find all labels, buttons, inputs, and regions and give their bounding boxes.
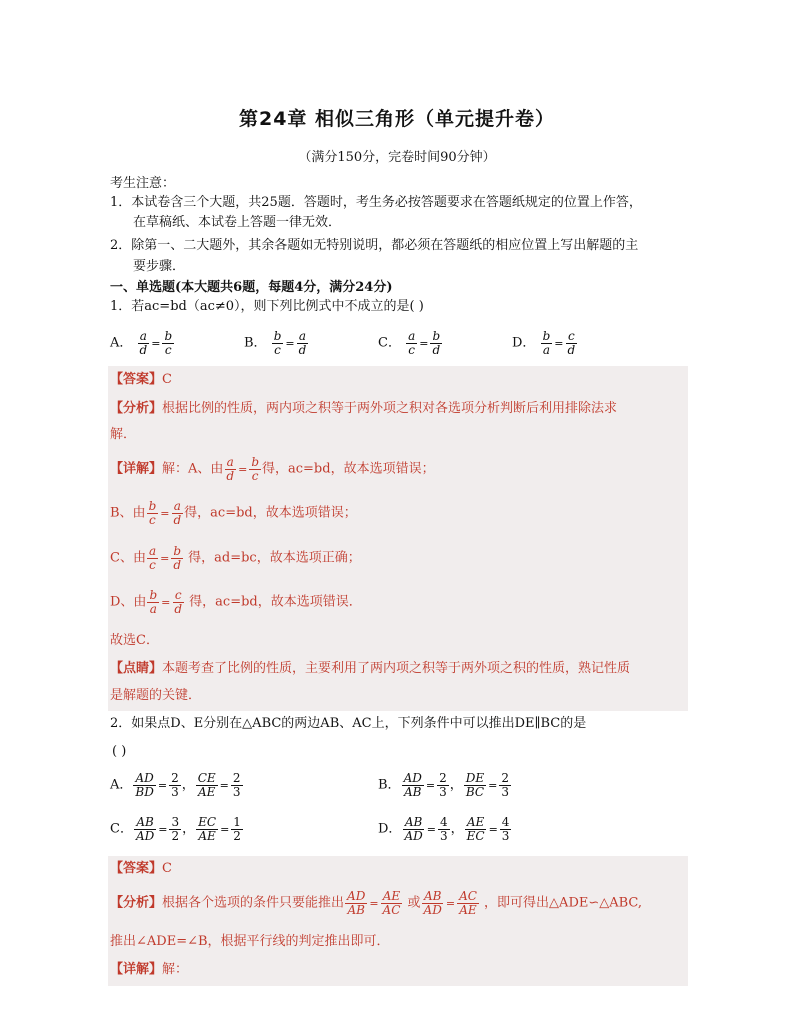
fraction: $\frac{b}{a}$ <box>542 329 551 357</box>
question-1-answer: 【答案】C <box>110 372 172 387</box>
option-label: C． <box>378 335 401 351</box>
question-1-option-b: B． $\frac{b}{c}$ = $\frac{a}{d}$ <box>244 329 307 357</box>
question-1-comment-line-1: 【点睛】本题考查了比例的性质，主要利用了两内项之积等于两外项之积的性质，熟记性质 <box>110 661 631 676</box>
question-2-option-c: C． $\frac{AB}{AD}$ = $\frac{3}{2}$ ， $\frac{EC}{AE}$ = $\frac{1}{2}$ <box>110 815 241 843</box>
fraction: $\frac{b}{d}$ <box>432 329 441 357</box>
question-2-detail: 【详解】解： <box>110 962 189 977</box>
question-1-analysis-line-2: 解． <box>110 427 137 442</box>
notice-item-1-line-2: 在草稿纸、本试卷上答题一律无效． <box>133 215 342 230</box>
question-1-analysis-line-1: 【分析】根据比例的性质，两内项之积等于两外项之积对各选项分析判断后利用排除法求 <box>110 401 618 416</box>
exam-duration-note: （满分150分，完卷时间90分钟） <box>298 150 496 165</box>
option-label: A． <box>110 335 133 351</box>
question-1-comment-line-2: 是解题的关键． <box>110 688 202 703</box>
question-2-stem: 2．如果点D、E分别在△ABC的两边AB、AC上，下列条件中可以推出DE∥BC的是 <box>110 716 587 731</box>
notice-heading: 考生注意： <box>110 176 176 191</box>
question-2-option-b: B． $\frac{AD}{AB}$ = $\frac{2}{3}$ ， $\frac{DE}{BC}$ = $\frac{2}{3}$ <box>378 771 509 799</box>
fraction: $\frac{b}{c}$ <box>164 329 173 357</box>
question-2-analysis-line-2: 推出∠ADE=∠B，根据平行线的判定推出即可． <box>110 934 390 949</box>
question-2-option-d: D． $\frac{AB}{AD}$ = $\frac{4}{3}$ ， $\frac{AE}{EC}$ = $\frac{4}{3}$ <box>378 815 510 843</box>
question-2-option-a: A． $\frac{AD}{BD}$ = $\frac{2}{3}$ ， $\frac{CE}{AE}$ = $\frac{2}{3}$ <box>110 771 241 799</box>
option-label: D． <box>512 335 536 351</box>
question-1-option-d: D． $\frac{b}{a}$ = $\frac{c}{d}$ <box>512 329 576 357</box>
question-1-option-c: C． $\frac{a}{c}$ = $\frac{b}{d}$ <box>378 329 441 357</box>
page-title: 第24章 相似三角形（单元提升卷） <box>238 108 556 130</box>
option-label: B． <box>244 335 267 351</box>
fraction: $\frac{a}{d}$ <box>139 329 148 357</box>
question-1-detail-c: C、由 $\frac{a}{c}$ = $\frac{b}{d}$ 得，ad=bc，故本选项正确； <box>110 544 361 572</box>
fraction: $\frac{a}{d}$ <box>298 329 307 357</box>
question-2-solution-block <box>108 856 688 986</box>
question-1-detail-d: D、由 $\frac{b}{a}$ = $\frac{c}{d}$ 得，ac=bd，故本选项错误． <box>110 588 362 616</box>
notice-item-2-line-1: 2．除第一、二大题外，其余各题如无特别说明，都必须在答题纸的相应位置上写出解题的主 <box>110 238 639 253</box>
section-1-heading: 一、单选题(本大题共6题，每题4分，满分24分) <box>110 280 393 295</box>
fraction: $\frac{b}{c}$ <box>273 329 282 357</box>
question-1-conclusion: 故选C． <box>110 633 159 648</box>
question-1-detail-b: B、由 $\frac{b}{c}$ = $\frac{a}{d}$ 得，ac=bd，故本选项错误； <box>110 499 357 527</box>
fraction: $\frac{c}{d}$ <box>567 329 576 357</box>
question-1-option-a: A． $\frac{a}{d}$ = $\frac{b}{c}$ <box>110 329 173 357</box>
question-1-detail-a: 【详解】解：A、由 $\frac{a}{d}$ = $\frac{b}{c}$ 得，ac=bd，故本选项错误； <box>110 455 435 483</box>
question-2-analysis-line-1: 【分析】根据各个选项的条件只要能推出 $\frac{AD}{AB}$ = $\frac{AE}{AC}$ 或 $\frac{AB}{AD}$ = $\frac{AC}{AE}$ ，即可得出△ADE∽△ABC, <box>110 889 643 917</box>
fraction: $\frac{a}{c}$ <box>408 329 416 357</box>
question-1-stem: 1．若ac=bd（ac≠0），则下列比例式中不成立的是( ) <box>110 299 424 314</box>
notice-item-1-line-1: 1．本试卷含三个大题，共25题．答题时，考生务必按答题要求在答题纸规定的位置上作答， <box>110 195 642 210</box>
notice-item-2-line-2: 要步骤． <box>133 259 186 274</box>
question-2-answer: 【答案】C <box>110 861 172 876</box>
question-2-answer-paren: ( ) <box>112 744 127 759</box>
